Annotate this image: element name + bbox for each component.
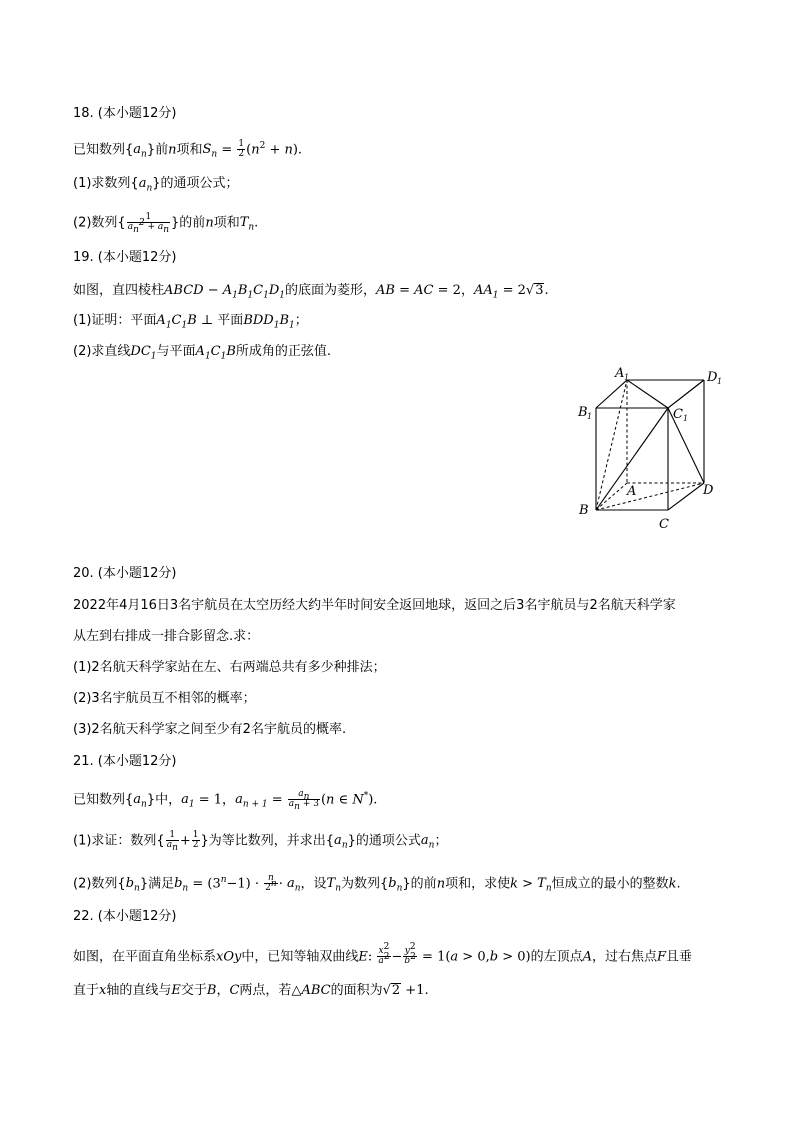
q18-stem: 已知数列$\{a_n\}$前n项和$S_n$ = $\frac{1}{2}$ $(n^2 + n)$. [73,139,303,161]
q22-line2: 直于x轴的直线与E交于B，C两点，若△ABC的面积为√2 +1. [73,983,429,998]
label-B1: B [578,405,588,420]
q20-part2: (2)3名宇航员互不相邻的概率； [73,691,256,706]
q21-part2: (2)数列$\{b_n\}$满足$b_n = (3^n-1)$ · $\frac{n}{2^n}$ · $a_n$，设$T_n$为数列$\{b_n\}$的前n项和，求使$k > T_n$恒成立的最小的整数k. [73,873,681,895]
q19-stem: 如图，直四棱柱ABCD − $A_1B_1C_1D_1$的底面为菱形，AB = AC = 2，$AA_1 = 2√3$. [73,283,549,301]
q19-part1: (1)证明：平面$A_1C_1B$ ⊥ 平面$BDD_1B_1$； [73,313,308,331]
label-A: A [627,484,637,499]
q19-part2: (2)求直线$DC_1$与平面$A_1C_1B$所成角的正弦值. [73,344,332,362]
q22-line1: 如图，在平面直角坐标系xOy中，已知等轴双曲线E: $\frac{x^2}{a^2}$ − $\frac{y^2}{b^2}$ = 1(a > 0,b > 0)的左顶点A，过右焦点F且垂 [73,942,693,967]
label-D: D [703,483,714,498]
q20-part3: (3)2名航天科学家之间至少有2名宇航员的概率. [73,722,347,737]
q20-header: 20. (本小题12分) [73,566,177,581]
label-B1-sub: 1 [587,412,593,421]
q20-part1: (1)2名航天科学家站在左、右两端总共有多少种排法； [73,660,386,675]
label-A1: A [615,366,625,381]
q21-stem: 已知数列$\{a_n\}$中，$a_1 = 1$，$a_{n + 1}$ = $\frac{a_n}{a_n + 3}$ (n ∈ N*). [73,789,378,813]
label-B: B [579,503,589,518]
label-C: C [659,517,669,532]
q21-header: 21. (本小题12分) [73,754,177,769]
q18-part2: (2)数列{ $\frac{1}{a_n^2 + a_n}$ }的前n项和$T_n$. [73,212,259,236]
q20-line2: 从左到右排成一排合影留念.求： [73,629,260,644]
q21-part1: (1)求证：数列{ $\frac{1}{a_n}$ + $\frac{1}{2}$ }为等比数列，并求出$\{a_n\}$的通项公式$a_n$； [73,830,448,854]
label-A1-sub: 1 [624,373,630,382]
q18-header: 18. (本小题12分) [73,106,177,121]
q19-header: 19. (本小题12分) [73,250,177,265]
label-C1-sub: 1 [683,414,689,423]
label-D1: D [707,370,718,385]
label-C1: C [673,407,683,422]
q20-line1: 2022年4月16日3名宇航员在太空历经大约半年时间安全返回地球，返回之后3名宇航员与2名航天科学家 [73,598,676,613]
q18-part1: (1)求数列$\{a_n\}$的通项公式； [73,176,239,194]
label-D1-sub: 1 [717,377,723,386]
q22-header: 22. (本小题12分) [73,909,177,924]
prism-figure [570,360,730,535]
